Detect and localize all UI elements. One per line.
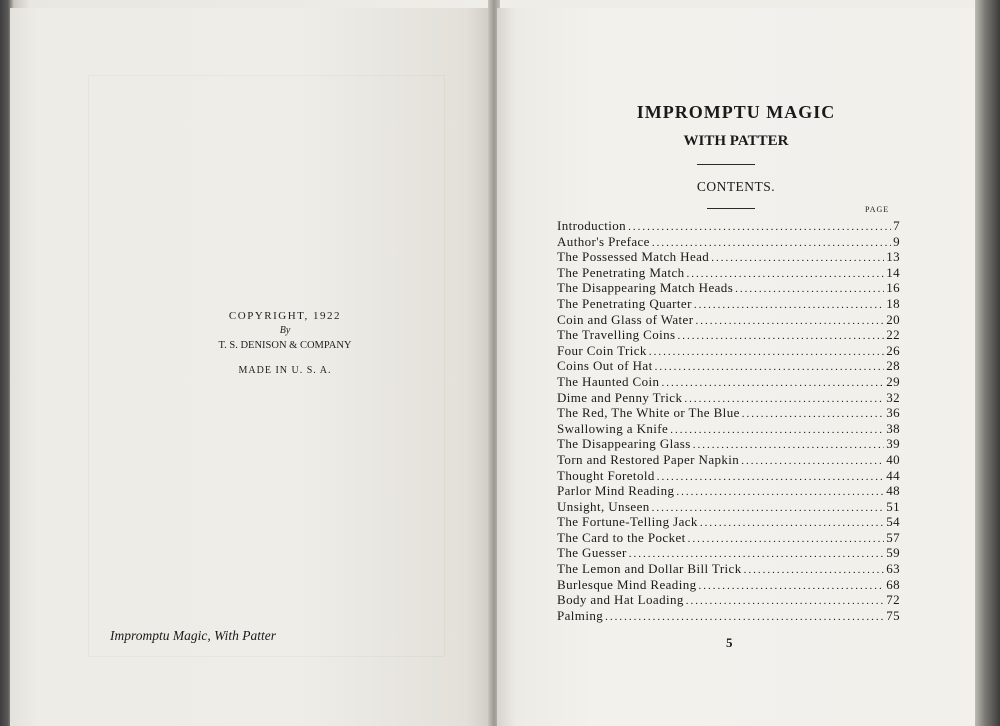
toc-entry-page: 18 — [886, 295, 900, 311]
dot-leader — [711, 252, 884, 264]
toc-entry — [557, 405, 900, 421]
toc-entry-title: Introduction — [557, 218, 627, 233]
dot-leader — [686, 595, 884, 607]
toc-entry-page: 59 — [886, 545, 900, 561]
toc-entry — [557, 390, 900, 406]
toc-entry-page: 26 — [886, 342, 900, 358]
toc-entry-title: Body and Hat Loading — [557, 592, 684, 608]
toc-entry-title: Author's Preface — [557, 233, 650, 249]
page-number: 5 — [726, 635, 733, 650]
toc-entry — [557, 296, 900, 312]
contents-heading: CONTENTS. — [696, 179, 776, 194]
toc-entry-page: 28 — [886, 358, 900, 374]
book-title: IMPROMPTU MAGIC — [636, 102, 836, 122]
toc-entry-page: 38 — [886, 420, 900, 436]
toc-entry — [557, 436, 900, 452]
copyright-notice: COPYRIGHT, 1922 — [228, 310, 342, 322]
toc-entry-title: Four Coin Trick — [557, 342, 647, 358]
toc-entry — [557, 421, 900, 437]
dot-leader — [678, 330, 885, 342]
dot-leader — [628, 221, 891, 233]
toc-entry-page: 72 — [886, 592, 900, 608]
dot-leader — [605, 611, 884, 623]
toc-entry — [557, 327, 900, 343]
dot-leader — [735, 283, 884, 295]
dot-leader — [693, 439, 884, 451]
dot-leader — [695, 315, 884, 327]
toc-entry-page: 68 — [886, 576, 900, 592]
toc-entry — [557, 358, 900, 374]
toc-entry-page: 29 — [886, 373, 900, 389]
toc-entry — [557, 530, 900, 546]
toc-entry-page: 13 — [886, 249, 900, 265]
by-label: By — [279, 325, 291, 336]
toc-entry-title: The Penetrating Match — [557, 264, 685, 280]
toc-entry-title: The Disappearing Glass — [557, 436, 691, 452]
toc-entry-title: The Card to the Pocket — [557, 529, 686, 545]
toc-entry — [557, 280, 900, 296]
toc-entry — [557, 545, 900, 561]
toc-entry — [557, 592, 900, 608]
toc-entry-page: 44 — [886, 467, 900, 483]
toc-entry-page: 22 — [886, 327, 900, 343]
table-of-contents — [557, 218, 900, 623]
toc-entry-page: 9 — [893, 233, 900, 249]
toc-entry-title: Coin and Glass of Water — [557, 311, 694, 327]
dot-leader — [741, 455, 884, 467]
toc-entry-page: 14 — [886, 264, 900, 280]
dot-leader — [652, 502, 885, 514]
toc-entry-page: 40 — [886, 451, 900, 467]
toc-entry-page: 7 — [893, 218, 900, 233]
toc-entry — [557, 374, 900, 390]
dot-leader — [684, 393, 884, 405]
toc-entry-page: 48 — [886, 483, 900, 499]
running-title: Impromptu Magic, With Patter — [110, 628, 276, 643]
toc-entry-page: 32 — [886, 389, 900, 405]
toc-entry-title: The Lemon and Dollar Bill Trick — [557, 561, 742, 577]
toc-entry — [557, 577, 900, 593]
toc-entry-page: 16 — [886, 280, 900, 296]
dot-leader — [670, 424, 884, 436]
toc-entry-page: 57 — [886, 529, 900, 545]
dot-leader — [688, 533, 885, 545]
toc-entry — [557, 561, 900, 577]
toc-entry — [557, 312, 900, 328]
toc-entry-page: 51 — [886, 498, 900, 514]
dot-leader — [700, 517, 884, 529]
toc-entry-page: 63 — [886, 561, 900, 577]
toc-entry-title: The Haunted Coin — [557, 373, 660, 389]
title-divider — [697, 164, 755, 165]
toc-entry-title: Torn and Restored Paper Napkin — [557, 451, 740, 467]
dot-leader — [742, 408, 884, 420]
copyright-block — [200, 310, 370, 376]
toc-entry — [557, 499, 900, 515]
page-edge-shadow — [975, 0, 1000, 726]
dot-leader — [657, 471, 884, 483]
dot-leader — [655, 361, 885, 373]
dot-leader — [629, 548, 884, 560]
toc-entry-title: The Fortune-Telling Jack — [557, 514, 698, 530]
toc-entry-title: Dime and Penny Trick — [557, 389, 683, 405]
toc-entry-title: The Guesser — [557, 545, 627, 561]
toc-entry — [557, 249, 900, 265]
toc-entry-title: The Red, The White or The Blue — [557, 405, 740, 421]
toc-entry — [557, 265, 900, 281]
dot-leader — [744, 564, 885, 576]
toc-entry — [557, 514, 900, 530]
toc-entry — [557, 234, 900, 250]
toc-entry-title: The Travelling Coins — [557, 327, 676, 343]
book-subtitle: WITH PATTER — [683, 133, 789, 149]
toc-entry — [557, 608, 900, 624]
dot-leader — [699, 580, 885, 592]
dot-leader — [694, 299, 884, 311]
toc-entry-page: 39 — [886, 436, 900, 452]
dot-leader — [661, 377, 884, 389]
toc-entry-title: Burlesque Mind Reading — [557, 576, 697, 592]
dot-leader — [676, 486, 884, 498]
toc-entry — [557, 343, 900, 359]
toc-entry-page: 36 — [886, 405, 900, 421]
contents-divider — [707, 208, 755, 209]
toc-entry-title: The Possessed Match Head — [557, 249, 710, 265]
toc-entry-title: Swallowing a Knife — [557, 420, 669, 436]
dot-leader — [649, 346, 884, 358]
toc-entry — [557, 452, 900, 468]
toc-entry-title: Parlor Mind Reading — [557, 483, 675, 499]
page-column-label: PAGE — [865, 205, 890, 214]
toc-entry — [557, 483, 900, 499]
toc-entry-page: 54 — [886, 514, 900, 530]
dot-leader — [652, 237, 891, 249]
toc-entry — [557, 218, 900, 234]
toc-entry-title: Palming — [557, 607, 604, 623]
publisher-name: T. S. DENISON & COMPANY — [218, 340, 352, 351]
toc-entry-title: The Disappearing Match Heads — [557, 280, 734, 296]
toc-entry-page: 75 — [886, 607, 900, 623]
toc-entry-title: Unsight, Unseen — [557, 498, 650, 514]
toc-entry-title: The Penetrating Quarter — [557, 295, 692, 311]
toc-entry-title: Coins Out of Hat — [557, 358, 653, 374]
dot-leader — [687, 268, 885, 280]
toc-entry — [557, 468, 900, 484]
made-in-notice: MADE IN U. S. A. — [238, 365, 332, 376]
toc-entry-page: 20 — [886, 311, 900, 327]
toc-entry-title: Thought Foretold — [557, 467, 655, 483]
